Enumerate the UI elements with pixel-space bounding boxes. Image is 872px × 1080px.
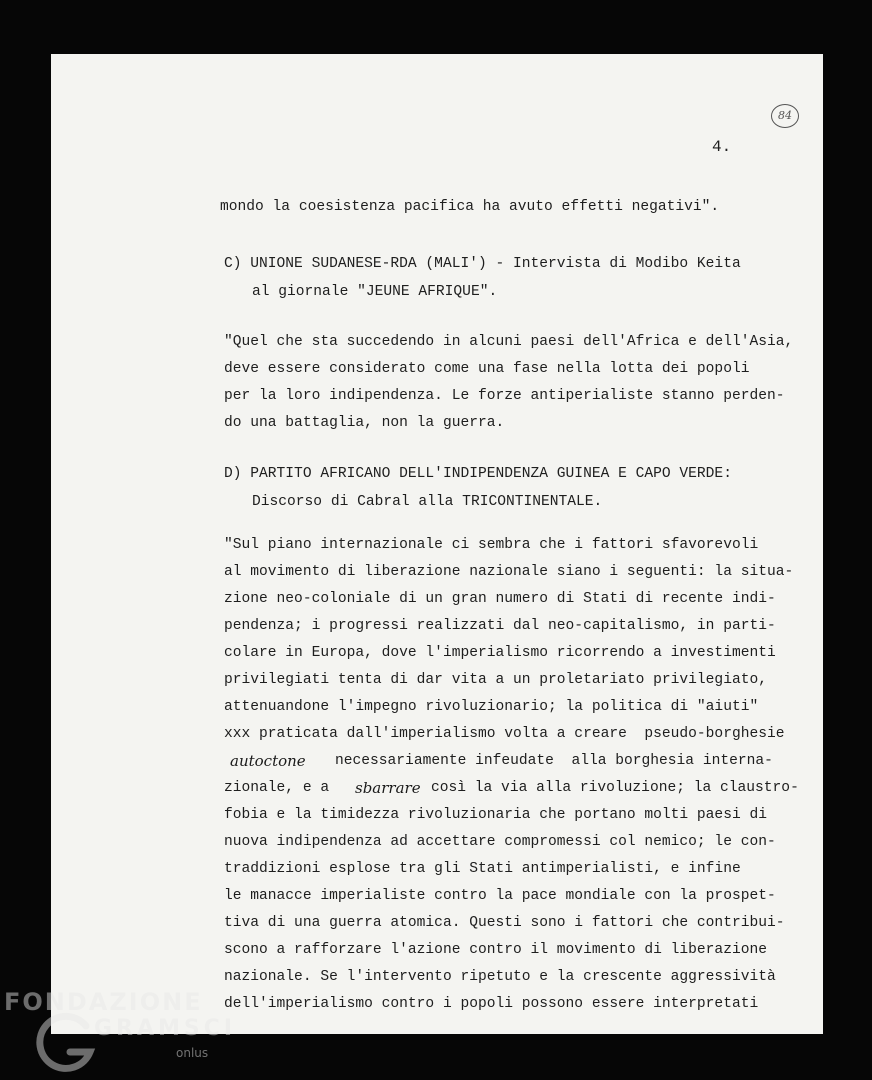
text-line: scono a rafforzare l'azione contro il movimento di liberazione <box>224 942 767 958</box>
page-number: 4. <box>712 138 732 156</box>
section-subheading-c: al giornale "JEUNE AFRIQUE". <box>252 284 498 300</box>
text-line: nazionale. Se l'intervento ripetuto e la crescente aggressività <box>224 969 776 985</box>
text-line: zione neo-coloniale di un gran numero di Stati di recente indi- <box>224 591 776 607</box>
text-line: attenuandone l'impegno rivoluzionario; la politica di "aiuti" <box>224 699 759 715</box>
document-page <box>51 54 823 1034</box>
section-subheading-d: Discorso di Cabral alla TRICONTINENTALE. <box>252 494 603 510</box>
text-line: dell'imperialismo contro i popoli possono essere interpretati <box>224 996 759 1012</box>
text-line: traddizioni esplose tra gli Stati antimperialisti, e infine <box>224 861 741 877</box>
watermark-logo <box>4 982 244 1080</box>
text-line: privilegiati tenta di dar vita a un proletariato privilegiato, <box>224 672 767 688</box>
handwritten-word: sbarrare <box>355 779 421 797</box>
text-line: xxx praticata dall'imperialismo volta a creare pseudo-borghesie <box>224 726 785 742</box>
text-line: mondo la coesistenza pacifica ha avuto effetti negativi". <box>220 199 720 215</box>
text-line: nuova indipendenza ad accettare compromessi col nemico; le con- <box>224 834 776 850</box>
text-line: al movimento di liberazione nazionale siano i seguenti: la situa- <box>224 564 794 580</box>
text-line: zionale, e a <box>224 780 330 796</box>
watermark-text: FONDAZIONE <box>4 988 203 1016</box>
text-line: per la loro indipendenza. Le forze antiperialiste stanno perden- <box>224 388 785 404</box>
watermark-text: onlus <box>176 1046 209 1060</box>
text-line: do una battaglia, non la guerra. <box>224 415 505 431</box>
text-line: le manacce imperialiste contro la pace mondiale con la prospet- <box>224 888 776 904</box>
text-line: deve essere considerato come una fase nella lotta dei popoli <box>224 361 750 377</box>
text-line: "Sul piano internazionale ci sembra che i fattori sfavorevoli <box>224 537 759 553</box>
archive-stamp: 84 <box>771 104 799 128</box>
text-line: così la via alla rivoluzione; la claustro- <box>431 780 799 796</box>
text-line: pendenza; i progressi realizzati dal neo-capitalismo, in parti- <box>224 618 776 634</box>
text-line: necessariamente infeudate alla borghesia interna- <box>335 753 773 769</box>
handwritten-word: autoctone <box>230 752 306 770</box>
section-heading-c: C) UNIONE SUDANESE-RDA (MALI') - Intervista di Modibo Keita <box>224 256 741 272</box>
g-logo-icon <box>34 1012 98 1076</box>
watermark-text: GRAMSCI <box>94 1016 237 1041</box>
text-line: fobia e la timidezza rivoluzionaria che portano molti paesi di <box>224 807 767 823</box>
text-line: colare in Europa, dove l'imperialismo ricorrendo a investimenti <box>224 645 776 661</box>
section-heading-d: D) PARTITO AFRICANO DELL'INDIPENDENZA GUINEA E CAPO VERDE: <box>224 466 732 482</box>
text-line: "Quel che sta succedendo in alcuni paesi dell'Africa e dell'Asia, <box>224 334 794 350</box>
text-line: tiva di una guerra atomica. Questi sono i fattori che contribui- <box>224 915 785 931</box>
